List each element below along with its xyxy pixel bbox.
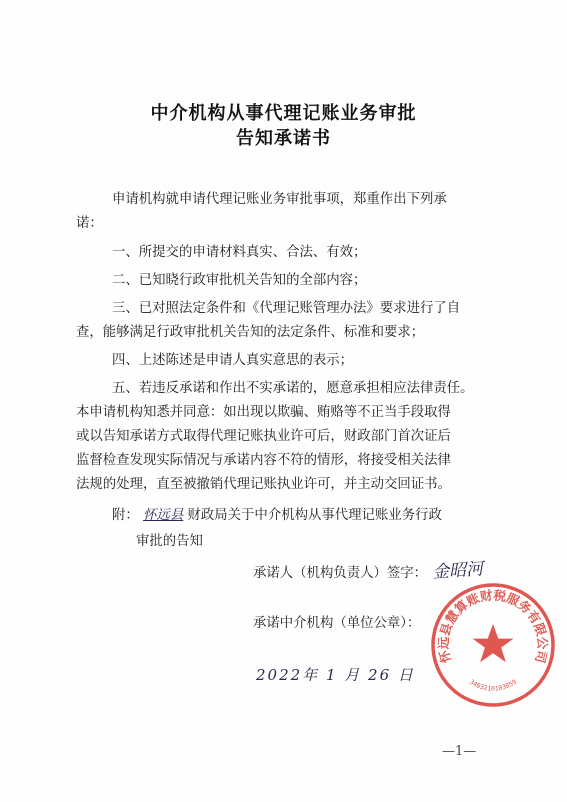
signer-label: 承诺人（机构负责人）签字： xyxy=(253,566,428,581)
body-line-10: 或以告知承诺方式取得代理记账执业许可后，财政部门首次证后 xyxy=(76,429,451,444)
body-line-3: 一、所提交的申请材料真实、合法、有效； xyxy=(112,245,367,260)
body-line-11: 监督检查发现实际情况与承诺内容不符的情形，将接受相关法律 xyxy=(76,453,451,468)
body-line-2: 诺： xyxy=(76,216,103,231)
company-seal xyxy=(428,580,558,710)
body-line-4: 二、已知晓行政审批机关告知的全部内容； xyxy=(112,273,367,288)
signing-date-handwritten: 2022年 1 月 26 日 xyxy=(256,666,415,684)
body-line-6: 查，能够满足行政审批机关告知的法定条件、标准和要求； xyxy=(76,325,425,340)
document-title-line2: 告知承诺书 xyxy=(236,128,331,149)
body-line-5: 三、已对照法定条件和《代理记账管理办法》要求进行了自 xyxy=(112,301,461,316)
attachment-text-line1: 财政局关于中介机构从事代理记账业务行政 xyxy=(187,508,442,523)
organization-seal-label: 承诺中介机构（单位公章）： xyxy=(253,616,421,631)
seal-org-name: 怀远县慧算账财税服务有限公司 xyxy=(435,587,551,665)
body-line-8: 五、若违反承诺和作出不实承诺的，愿意承担相应法律责任。 xyxy=(112,381,474,396)
attachment-county-handwritten: 怀远县 xyxy=(143,508,184,523)
page-number: —1— xyxy=(442,744,477,759)
body-line-7: 四、上述陈述是申请人真实意思的表示； xyxy=(112,353,354,368)
document-title-line1: 中介机构从事代理记账业务审批 xyxy=(150,103,417,124)
attachment-line xyxy=(112,504,442,523)
body-line-12: 法规的处理，直至被撤销代理记账执业许可，并主动交回证书。 xyxy=(76,477,451,492)
attachment-prefix: 附： xyxy=(112,508,139,523)
seal-code: 3403210103859 xyxy=(467,677,519,693)
body-line-1: 申请机构就申请代理记账业务审批事项，郑重作出下列承 xyxy=(112,192,447,207)
attachment-text-line2: 审批的告知 xyxy=(136,534,203,549)
body-line-9: 本申请机构知悉并同意：如出现以欺骗、贿赂等不正当手段取得 xyxy=(76,405,451,420)
seal-star-icon xyxy=(473,624,514,662)
signer-signature: 金昭河 xyxy=(431,559,484,583)
